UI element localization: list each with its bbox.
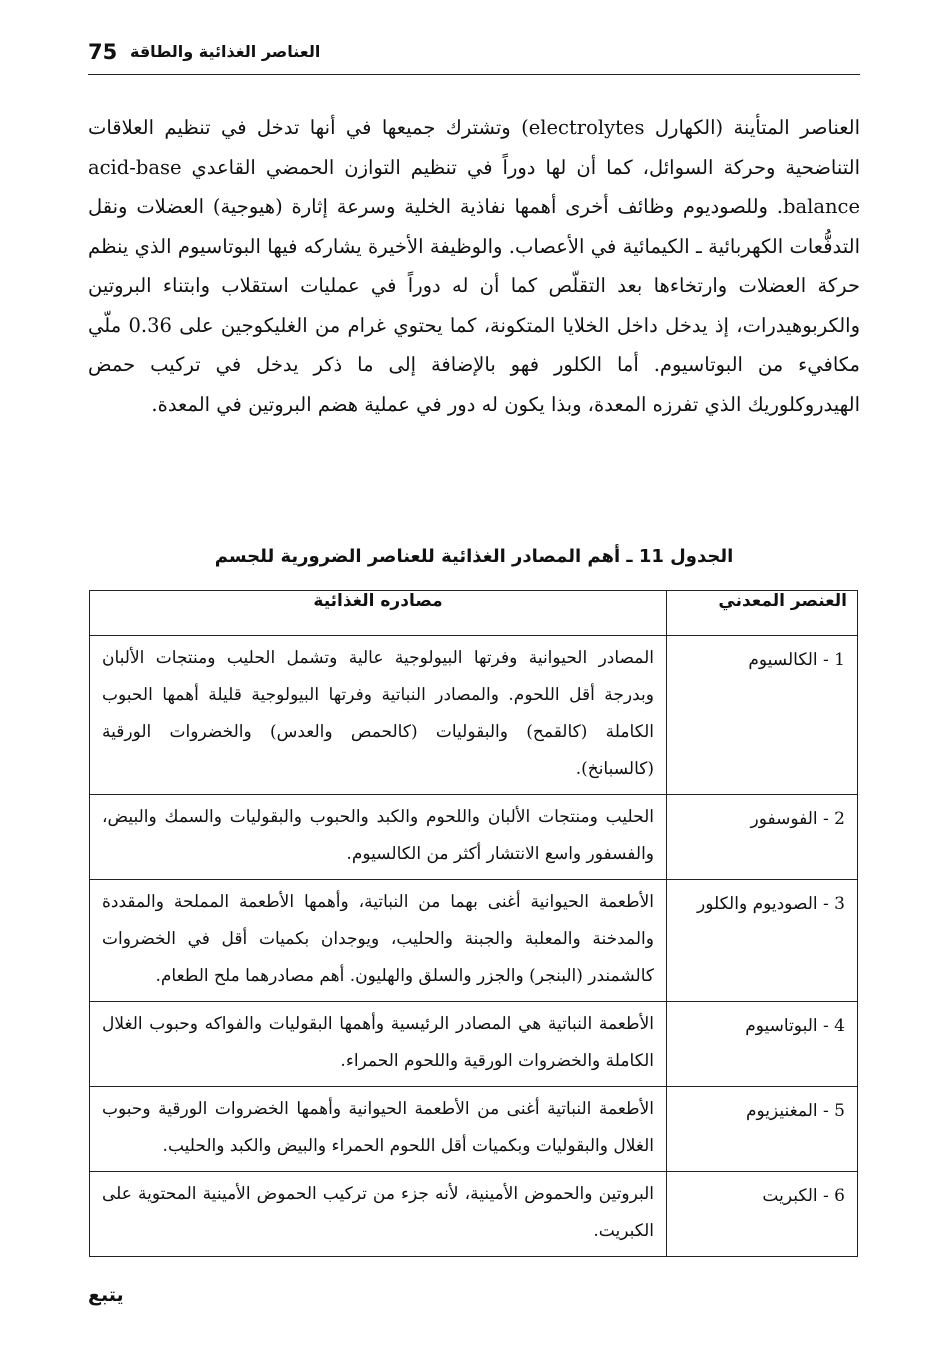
- sources-cell: البروتين والحموض الأمينية، لأنه جزء من تركيب الحموض الأمينية المحتوية على الكبريت.: [90, 1172, 667, 1257]
- column-header-element: العنصر المعدني: [667, 591, 858, 636]
- page-number: 75: [88, 40, 118, 64]
- element-cell: 1 - الكالسيوم: [667, 636, 858, 795]
- running-title: العناصر الغذائية والطاقة: [130, 42, 321, 61]
- element-cell: 5 - المغنيزيوم: [667, 1087, 858, 1172]
- sources-cell: الحليب ومنتجات الألبان واللحوم والكبد والحبوب والبقوليات والسمك والبيض، والفسفور واسع الانتشار أكثر من الكالسيوم.: [90, 795, 667, 880]
- element-cell: 6 - الكبريت: [667, 1172, 858, 1257]
- table-row: [90, 1172, 858, 1257]
- element-cell: 4 - البوتاسيوم: [667, 1002, 858, 1087]
- table-row: [90, 636, 858, 795]
- body-paragraph: العناصر المتأينة (الكهارل electrolytes) وتشترك جميعها في أنها تدخل في تنظيم العلاقات التناضحية وحركة السوائل، كما أن لها دوراً في تنظيم التوازن الحمضي القاعدي acid-base balance. وللصوديوم وظائف أخرى أهمها نفاذية الخلية وسرعة إثارة (هيوجية) العضلات ونقل التدفُّعات الكهربائية ـ الكيمائية في الأعصاب. والوظيفة الأخيرة يشاركه فيها البوتاسيوم الذي ينظم حركة العضلات وارتخاءها بعد التقلّص كما أن له دوراً في عمليات استقلاب وابتناء البروتين والكربوهيدرات، إذ يدخل داخل الخلايا المتكونة، كما يحتوي غرام من الغليكوجين على 0.36 ملّي مكافيء من البوتاسيوم. أما الكلور فهو بالإضافة إلى ما ذكر يدخل في تركيب حمض الهيدروكلوريك الذي تفرزه المعدة، وبذا يكون له دور في عملية هضم البروتين في المعدة.: [88, 116, 860, 416]
- nutrient-sources-table: [89, 590, 858, 1257]
- page-header: [88, 38, 860, 75]
- column-header-sources: مصادره الغذائية: [90, 591, 667, 636]
- table-caption: الجدول 11 ـ أهم المصادر الغذائية للعناصر الضرورية للجسم: [214, 546, 734, 567]
- table-row: [90, 1002, 858, 1087]
- sources-cell: المصادر الحيوانية وفرتها البيولوجية عالية وتشمل الحليب ومنتجات الألبان وبدرجة أقل اللحوم. والمصادر النباتية وفرتها البيولوجية قليلة أهمها الحبوب الكاملة (كالقمح) والبقوليات (كالحمص والعدس) والخضروات الورقية (كالسبانخ).: [90, 636, 667, 795]
- sources-cell: الأطعمة النباتية أغنى من الأطعمة الحيوانية وأهمها الخضروات الورقية وحبوب الغلال والبقوليات وبكميات أقل اللحوم الحمراء والبيض والكبد والحليب.: [90, 1087, 667, 1172]
- table-header-row: [90, 591, 858, 636]
- sources-cell: الأطعمة الحيوانية أغنى بهما من النباتية، وأهمها الأطعمة المملحة والمقددة والمدخنة والمعلبة والجبنة والحليب، ويوجدان بكميات أقل في الخضروات كالشمندر (البنجر) والجزر والسلق والهليون. أهم مصادرهما ملح الطعام.: [90, 880, 667, 1002]
- element-cell: 3 - الصوديوم والكلور: [667, 880, 858, 1002]
- sources-cell: الأطعمة النباتية هي المصادر الرئيسية وأهمها البقوليات والفواكه وحبوب الغلال الكاملة والخضروات الورقية واللحوم الحمراء.: [90, 1002, 667, 1087]
- continued-label: يتبع: [88, 1284, 124, 1306]
- table-row: [90, 1087, 858, 1172]
- table-row: [90, 795, 858, 880]
- element-cell: 2 - الفوسفور: [667, 795, 858, 880]
- table-row: [90, 880, 858, 1002]
- body-text: [88, 108, 860, 424]
